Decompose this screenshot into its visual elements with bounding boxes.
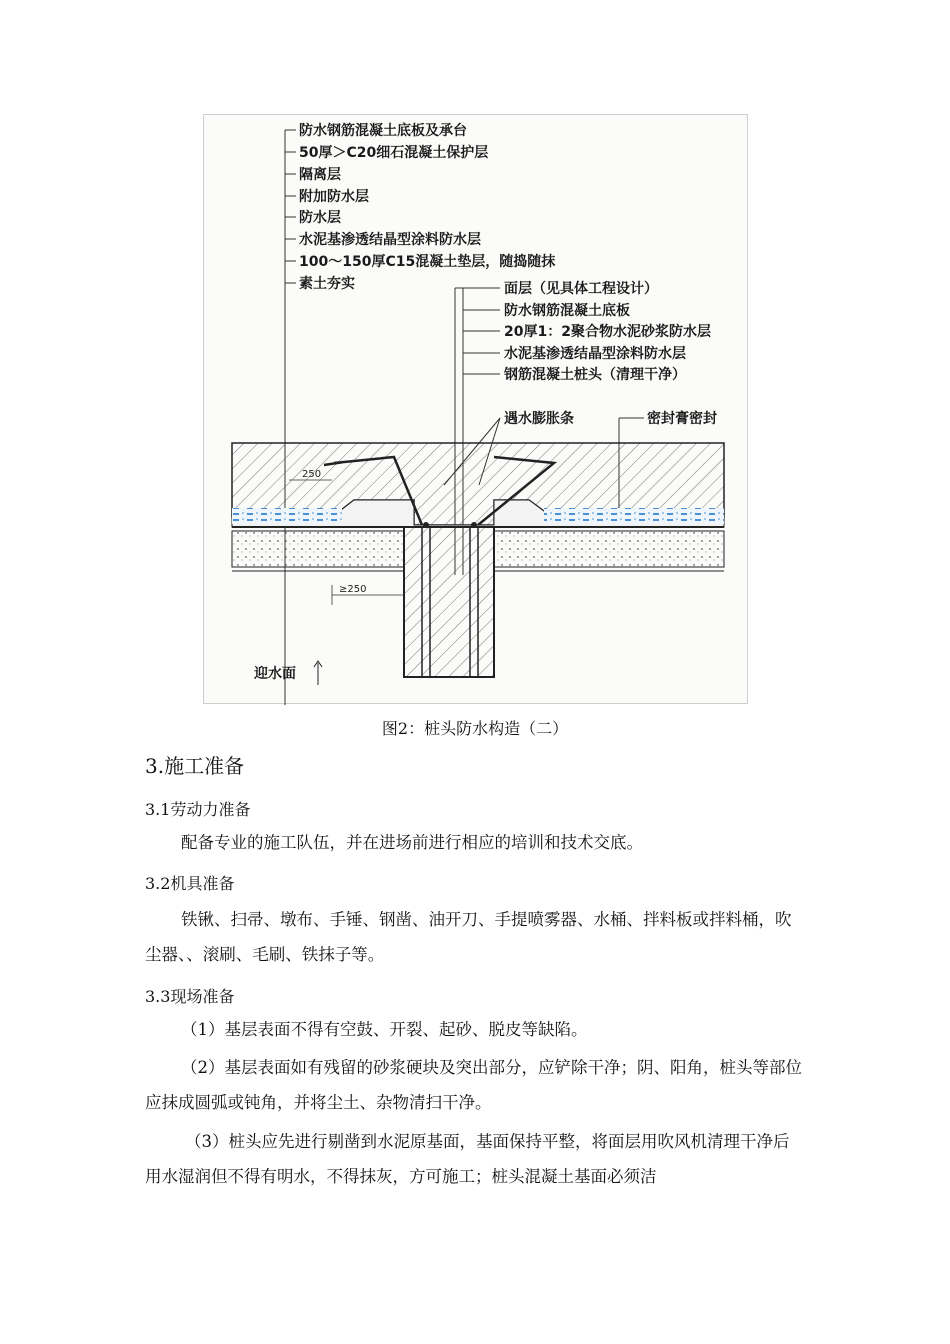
label-left-2: 隔离层 — [299, 167, 341, 183]
label-left-1: 50厚＞C20细石混凝土保护层 — [299, 145, 489, 161]
label-right-0: 面层（见具体工程设计） — [504, 281, 658, 297]
dim-ge250: ≥250 — [339, 584, 367, 595]
subsection-3-3-title: 3.3现场准备 — [145, 987, 235, 1006]
pile-head-waterproof-figure — [203, 114, 748, 704]
label-left-7: 素土夯实 — [299, 276, 355, 292]
section-title: 3.施工准备 — [145, 754, 245, 778]
construction-diagram — [204, 115, 749, 705]
label-left-5: 水泥基渗透结晶型涂料防水层 — [299, 232, 481, 248]
figure-caption: 图2：桩头防水构造（二） — [381, 719, 569, 738]
waterproof-layer-left — [232, 508, 342, 524]
label-right-4: 钢筋混凝土桩头（清理干净） — [504, 367, 686, 383]
cushion-concrete-right — [494, 531, 724, 567]
left-leader-lines — [285, 130, 296, 705]
label-swell-strip: 遇水膨胀条 — [504, 411, 574, 427]
right-labels — [503, 280, 717, 427]
subsection-3-2-title: 3.2机具准备 — [145, 874, 235, 893]
subsection-3-3-p1: （1）基层表面不得有空鼓、开裂、起砂、脱皮等缺陷。 — [181, 1020, 588, 1039]
subsection-3-2-body: 铁锹、扫帚、墩布、手锤、钢凿、油开刀、手提喷雾器、水桶、拌料板或拌料桶，吹尘器、、滚刷、毛刷、铁抹子等。 — [145, 910, 792, 964]
label-left-4: 防水层 — [299, 210, 341, 226]
pile-head — [404, 527, 494, 677]
subsection-3-1-body: 配备专业的施工队伍，并在进场前进行相应的培训和技术交底。 — [181, 833, 643, 852]
cushion-concrete-left — [232, 531, 404, 567]
label-left-3: 附加防水层 — [299, 189, 369, 205]
waterproof-layer-right — [544, 508, 724, 524]
label-sealant: 密封膏密封 — [647, 411, 717, 427]
label-left-6: 100～150厚C15混凝土垫层，随捣随抹 — [299, 254, 556, 270]
subsection-3-3-p2: （2）基层表面如有残留的砂浆硬块及突出部分，应铲除干净；阴、阳角，桩头等部位应抹成圆弧或钝角，并将尘土、杂物清扫干净。 — [145, 1058, 802, 1112]
water-face-label: 迎水面 — [254, 666, 296, 682]
subsection-3-3-p3: （3）桩头应先进行剔凿到水泥原基面，基面保持平整，将面层用吹风机清理干净后用水湿润但不得有明水，不得抹灰，方可施工；桩头混凝土基面必须洁 — [145, 1132, 790, 1186]
label-right-3: 水泥基渗透结晶型涂料防水层 — [504, 346, 686, 362]
label-right-2: 20厚1：2聚合物水泥砂浆防水层 — [504, 324, 711, 340]
left-labels — [299, 122, 556, 292]
label-left-0: 防水钢筋混凝土底板及承台 — [299, 123, 467, 139]
label-right-1: 防水钢筋混凝土底板 — [504, 303, 630, 319]
subsection-3-1-title: 3.1劳动力准备 — [145, 800, 251, 819]
dim-250: 250 — [302, 469, 322, 480]
